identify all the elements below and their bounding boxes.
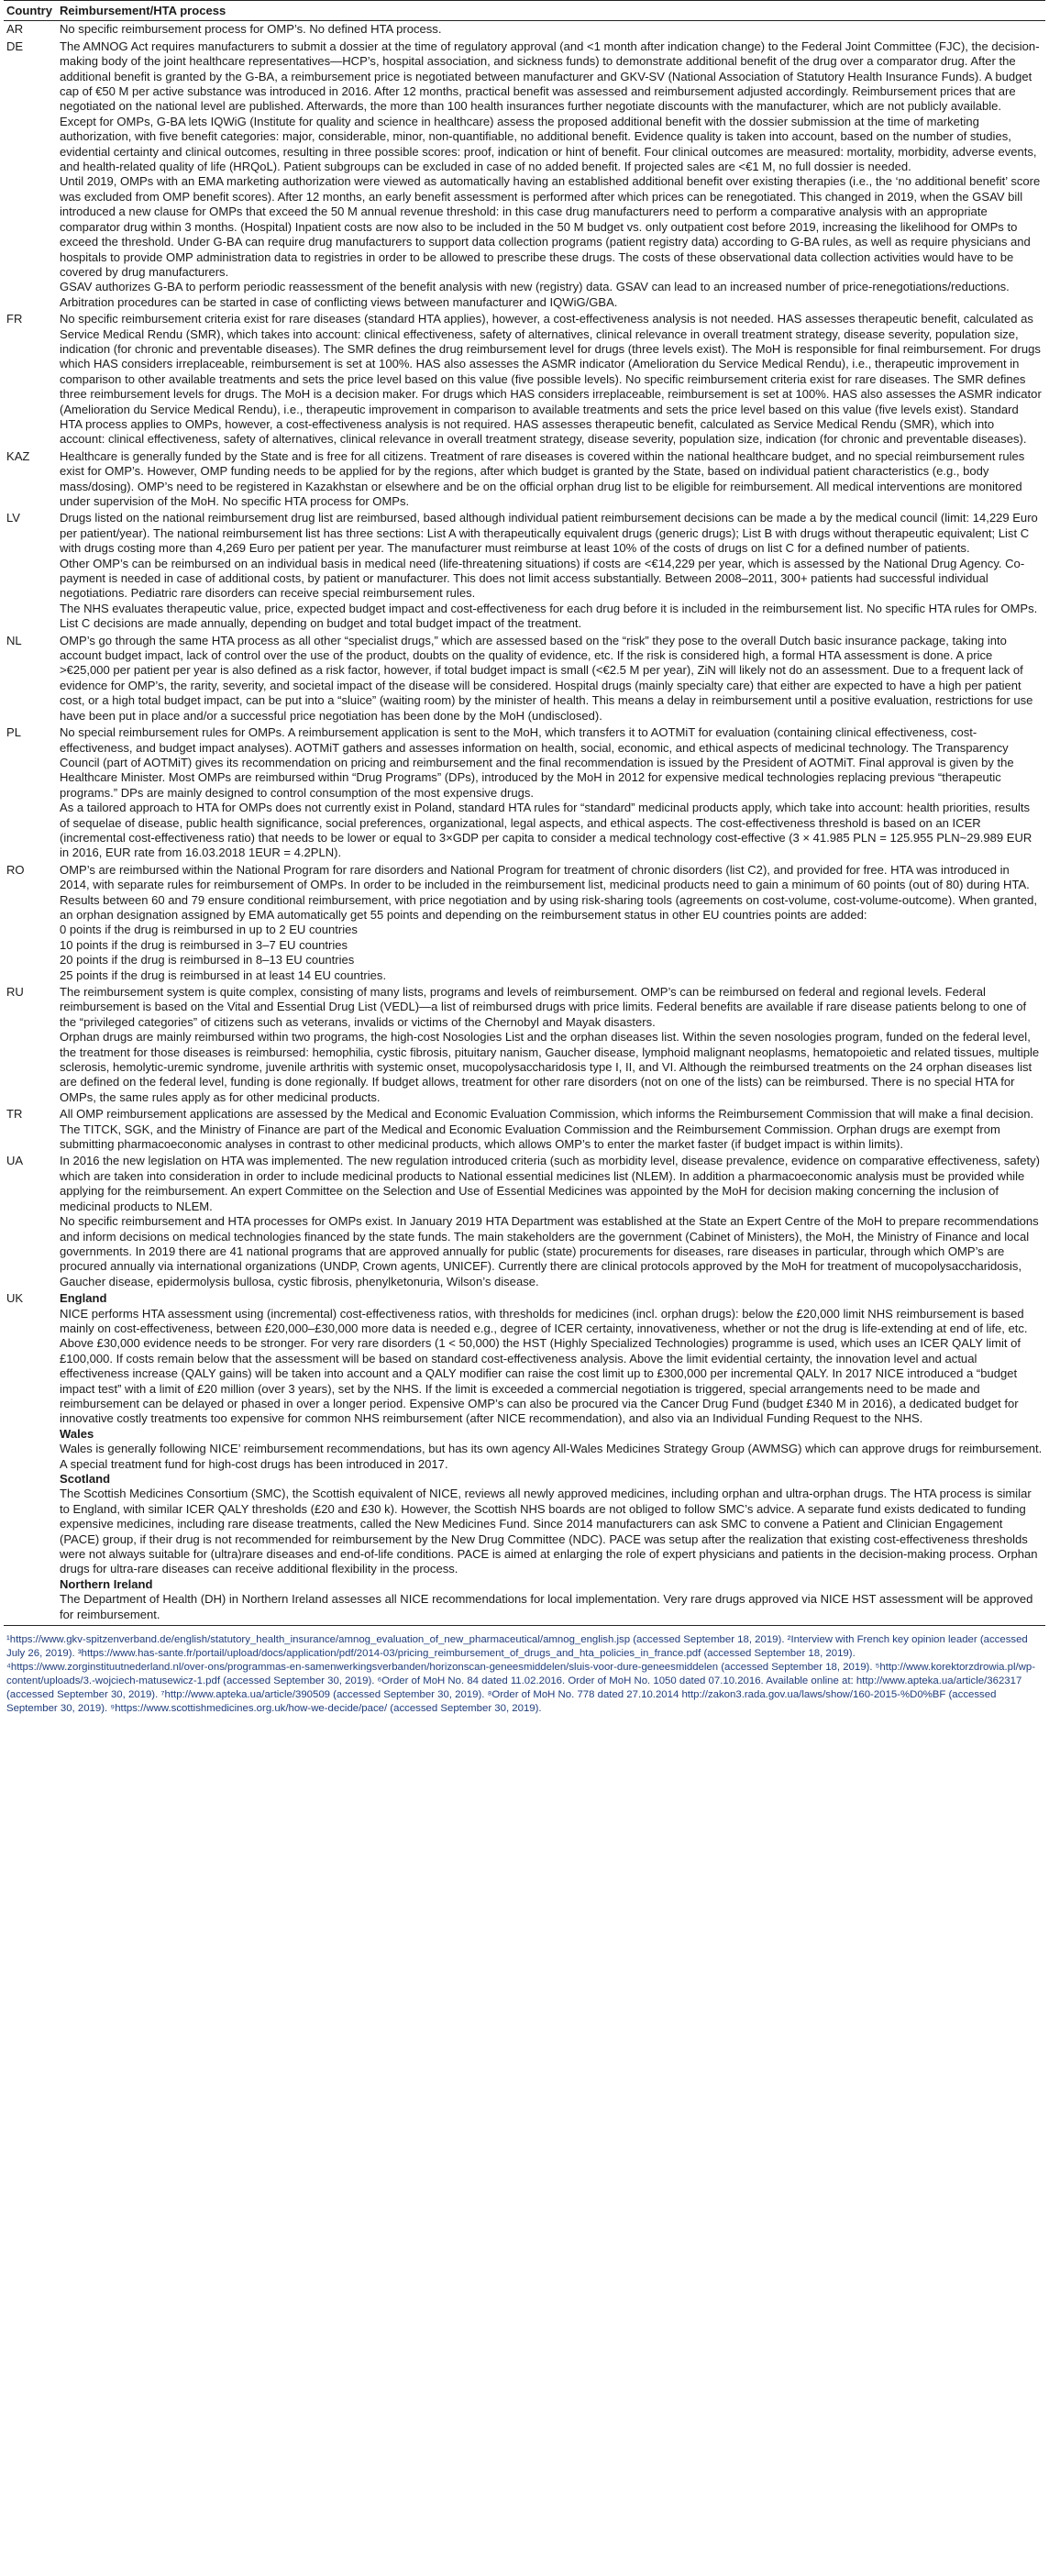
process-paragraph: The NHS evaluates therapeutic value, price, expected budget impact and cost-effectiveness for each drug before it is included in the reimbursement list. No specific HTA rules for OMPs. List C decisions are made annually, depending on budget and total budget impact of the treatment.: [60, 601, 1038, 631]
region-heading: Scotland: [60, 1472, 111, 1486]
table-header-row: [4, 1, 1045, 21]
process-paragraph: The reimbursement system is quite complex, consisting of many lists, programs and levels of reimbursement. OMP’s can be reimbursed on federal and regional levels. Federal reimbursement is based on the Vital and Essential Drug List (VEDL)—a list of reimbursed drugs with price limits. Federal benefits are available if rare disease patients belong to one of the “privileged categories” of citizens such as veterans, invalids or victims of the Chernobyl and Mayak disasters.: [60, 985, 1027, 1029]
process-paragraph: Drugs listed on the national reimbursement drug list are reimbursed, based although individual patient reimbursement decisions can be made a by the medical council (limit: 14,229 Euro per patient/year). The national reimbursement list has three sections: List A with therapeutically equivalent drugs (generic drugs); List B with drugs without therapeutic equivalent; List C with drugs costing more than 4,269 Euro per patient per year. The manufacturer must reimburse at least 10% of the costs of drugs on list C for a defined number of patients.: [60, 511, 1038, 556]
process-paragraph: Until 2019, OMPs with an EMA marketing authorization were viewed as automatically having an established additional benefit over existing therapies (i.e., the ‘no additional benefit’ score was excluded from OMP benefit scores). After 12 months, an early benefit assessment is performed after which prices can be renegotiated. This changed in 2019, when the GSAV bill introduced a new clause for OMPs that exceed the 50 M annual revenue threshold: in this case drug manufacturers need to perform a comparative analysis with an appropriate comparator drug within 3 months. (Hospital) Inpatient costs are now also to be included in the 50 M budget vs. only outpatient cost before 2019, increasing the likelihood for OMPs to exceed the threshold. Under G-BA can require drug manufacturers to support data collection programs (patient registry data) according to G-BA rules, as well as require physicians and hospitals to provide OMP administration data to registries in order to be allowed to prescribe these drugs. The costs of these observational data collection activities would have to be covered by drug manufacturers.: [60, 174, 1041, 279]
process-paragraph: GSAV authorizes G-BA to perform periodic reassessment of the benefit analysis with new (registry) data. GSAV can lead to an increased number of price-renegotiations/reductions. Arbitration procedures can be started in case of conflicting views between manufacturer and IQWiG/GBA.: [60, 280, 1010, 309]
country-cell: UA: [6, 1154, 24, 1168]
region-text: NICE performs HTA assessment using (incremental) cost-effectiveness ratios, with thresholds for medicines (incl. orphan drugs): below the £20,000 limit NHS reimbursement is based mainly on cost-effectiveness, between £20,000–£30,000 more data is needed e.g., degree of ICER certainty, innovativeness, whether or not the drug is life-extending at end of life, etc. Above £30,000 evidence needs to be stronger. For very rare disorders (1 < 50,000) the HST (Highly Specialized Technologies) programme is used, which uses an ICER QALY limit of £100,000. If costs remain below that the assessment will be based on standard cost-effectiveness analysis. Above the limit evidential certainty, the innovation level and actual effectiveness increase (QALY gains) will be taken into account and a QALY modifier can raise the cost limit up to £300,000 per incremental QALY. In 2017 NICE introduced a “budget impact test” with a limit of £20 million (over 3 years), set by the NHS. If the limit is exceeded a commercial negotiation is triggered, special arrangements need to be made and reimbursement can be delayed or phased in over a longer period. Expensive OMP’s can also be procured via the Cancer Drug Fund (budget £340 M in 2016), a dedicated budget for innovative costly treatments too expensive for common NHS reimbursement (after NICE recommendation), and also via an Individual Funding Request to the NHS.: [60, 1306, 1028, 1426]
country-cell: DE: [6, 39, 24, 53]
process-cell: [57, 21, 1045, 39]
process-cell: [57, 311, 1045, 448]
table-row: [4, 21, 1045, 39]
country-cell: TR: [6, 1107, 23, 1122]
process-paragraph: In 2016 the new legislation on HTA was implemented. The new regulation introduced criteria (such as morbidity level, disease prevalence, evidence on comparative effectiveness, safety) which are taken into consideration in order to include medicinal products to National essential medicines list (NLEM). In addition a pharmacoeconomic analysis must be provided while applying for the reimbursement. An expert Committee on the Selection and Use of Essential Medicines was appointed by the MoH for decision making concerning the inclusion of medicinal products to NLEM.: [60, 1154, 1040, 1213]
table-row: [4, 633, 1045, 724]
table-body: [4, 21, 1045, 1626]
process-paragraph: OMP’s go through the same HTA process as all other “specialist drugs,” which are assessed based on the “risk” they pose to the overall Dutch basic insurance package, taking into account budget impact, lack of control over the use of the product, doubts on the quality of evidence, etc. If the risk is considered high, a formal HTA assessment is done. A price >€25,000 per patient per year is also defined as a risk factor, however, if total budget impact is small (<€2.5 M per year), ZiN will likely not do an assessment. Due to a frequent lack of evidence for OMP’s, the rarity, severity, and societal impact of the disease will be considered. Hospital drugs (mainly specialty care) that either are expected to have a high per patient cost, or a high total budget impact, can be put into a “sluice” (waiting room) by the minister of health. This means a delay in reimbursement until a positive evaluation, restrictions for use have been put in place and/or a successful price negotiation has been done by the MoH (undisclosed).: [60, 633, 1033, 723]
country-cell: PL: [6, 725, 21, 740]
region-heading: Northern Ireland: [60, 1576, 153, 1591]
table-row: [4, 510, 1045, 632]
process-paragraph: All OMP reimbursement applications are assessed by the Medical and Economic Evaluation Commission, which informs the Reimbursement Commission that will make a final decision. The TITCK, SGK, and the Ministry of Finance are part of the Medical and Economic Evaluation Commission and the Reimbursement Commission. Orphan drugs are exempt from submitting pharmacoeconomic analyses in contrast to other medicinal products, which allows OMP’s to enter the market faster (if budget impact is within limits).: [60, 1107, 1034, 1152]
process-paragraph: Other OMP’s can be reimbursed on an individual basis in medical need (life-threatening situations) if costs are <€14,229 per year, which is assessed by the National Drug Agency. Co-payment is needed in case of additional costs, by patient or manufacturer. This does not limit access substantially. Between 2008–2011, 300+ patients had successful individual negotiations. Pediatric rare disorders can receive special reimbursement rules.: [60, 556, 1025, 601]
process-paragraph: No special reimbursement rules for OMPs. A reimbursement application is sent to the MoH, which transfers it to AOTMiT for evaluation (containing clinical effectiveness, cost-effectiveness, and budget impact analyses). AOTMiT gathers and assesses information on health, social, economic, and ethical aspects of medicinal technology. The Transparency Council (part of AOTMiT) gives its recommendation on pricing and reimbursement and the final recommendation is issued by the President of AOTMiT. Final approval is given by the Healthcare Minister. Most OMPs are reimbursed within “Drug Programs” (DPs), introduced by the MoH in 2012 for expensive medical technologies replacing previous “therapeutic programs.” DPs are mainly designed to control consumption of the most expensive drugs.: [60, 725, 1014, 800]
process-cell: [57, 984, 1045, 1106]
points-line: 25 points if the drug is reimbursed in at least 14 EU countries.: [60, 967, 387, 982]
table-row: [4, 39, 1045, 311]
country-cell: RU: [6, 985, 24, 999]
process-paragraph: No specific reimbursement criteria exist for rare diseases (standard HTA applies), however, a cost-effectiveness analysis is not needed. HAS assesses therapeutic benefit, calculated as Service Medical Rendu (SMR), which takes into account: clinical effectiveness, safety of alternatives, clinical relevance in overall treatment strategy, disease severity, population size, indication (for chronic and preventable diseases). The SMR defines the drug reimbursement level for drugs (three levels exist). The MoH is responsible for final reimbursement. For drugs which HAS considers irreplaceable, reimbursement is set at 100%. HAS also assesses the ASMR indicator (Amelioration du Service Medical Rendu), i.e., therapeutic improvement in comparison to other available treatments and sets the price level based on this value (five possible levels). No specific reimbursement criteria exist for rare diseases. The SMR defines three reimbursement levels for drugs. The MoH is a decision maker. For drugs which HAS considers irreplaceable, reimbursement is set at 100%. HAS also assesses the ASMR indicator (Amelioration du Service Medical Rendu), i.e., therapeutic improvement in comparison to available treatments and sets the price level based on this value (five levels exist). Standard HTA process applies to OMPs, however, a cost-effectiveness analysis is not required. HAS assesses therapeutic benefit, calculated as Service Medical Rendu (SMR), which into account: clinical effectiveness, safety of alternatives, clinical relevance in overall treatment strategy, disease severity, population size, indication (for chronic and preventable diseases).: [60, 312, 1042, 447]
country-cell: LV: [6, 511, 20, 525]
table-row: [4, 724, 1045, 862]
table-row: [4, 311, 1045, 448]
process-cell: [57, 39, 1045, 311]
process-cell: [57, 1106, 1045, 1153]
process-paragraph: Orphan drugs are mainly reimbursed within two programs, the high-cost Nosologies List and the orphan diseases list. Within the seven nosologies program, funded on the federal level, the treatment for those diseases is reimbursed: hemophilia, cystic fibrosis, pituitary nanism, Gaucher disease, lymphoid malignant neoplasms, hematopoietic and related tissues, multiple sclerosis, hemolytic-uremic syndrome, juvenile arthritis with systemic onset, mucopolysaccharidosis type I, II, and VI. Although the reimbursed treatments on the 24 orphan diseases list are defined on the federal level, funding is done regionally. If budget allows, treatment for other rare disorders (not on one of the lists) can be reimbursed. There is no special HTA for OMPs, the same rules apply as for other medicinal products.: [60, 1030, 1040, 1104]
points-line: 10 points if the drug is reimbursed in 3–7 EU countries: [60, 937, 348, 952]
process-cell: [57, 510, 1045, 632]
process-paragraph: No specific reimbursement process for OMP’s. No defined HTA process.: [60, 22, 442, 37]
process-paragraph: The AMNOG Act requires manufacturers to submit a dossier at the time of regulatory approval (and <1 month after indication change) to the Federal Joint Committee (FJC), the decision-making body of the joint healthcare representatives—HCP’s, hospital association, and sickness funds) to demonstrate additional benefit of the drug over a comparator drug. After the additional benefit is granted by the G-BA, a reimbursement price is negotiated between manufacturer and GKV-SV (National Association of Statutory Health Insurance Funds). A budget cap of €50 M per active substance was introduced in 2016. After 12 months, practical benefit was assessed and reimbursement adjusted accordingly. Reimbursement prices that are negotiated on the national level are published. Afterwards, the more than 100 health insurances further negotiate discounts with the manufacturer, which are not publicly available.: [60, 39, 1040, 114]
country-cell: NL: [6, 633, 22, 647]
process-paragraph: OMP’s are reimbursed within the National Program for rare disorders and National Program for treatment of chronic disorders (list C2), and provided for free. HTA was introduced in 2014, with separate rules for reimbursement of OMPs. In order to be included in the reimbursement list, medicinal products need to gain a minimum of 60 points (out of 80) during HTA. Results between 60 and 79 ensure conditional reimbursement, with price negotiation and by using risk-sharing tools (agreements on cost-volume, cost-volume-outcome). When granted, an orphan designation assigned by EMA automatically get 55 points and depending on the reimbursement status in other EU countries points are added:: [60, 862, 1038, 922]
country-cell: AR: [6, 22, 24, 37]
country-cell: KAZ: [6, 448, 30, 463]
points-line: 0 points if the drug is reimbursed in up to 2 EU countries: [60, 923, 358, 937]
region-heading: England: [60, 1291, 107, 1306]
table-row: [4, 984, 1045, 1106]
process-paragraph: As a tailored approach to HTA for OMPs does not currently exist in Poland, standard HTA rules for “standard” medicinal products apply, which take into account: health priorities, results of sequelae of disease, public health significance, social preferences, organizational, legal aspects, and ethical aspects. The cost-effectiveness threshold is based on an ICER (incremental cost-effectiveness ratio) that needs to be lower or equal to 3×GDP per capita to consider a medical technology cost-effective (3 × 41.985 PLN = 125.955 PLN~29.989 EUR in 2016, EUR rate from 16.03.2018 1EUR = 4.2PLN).: [60, 801, 1032, 860]
points-line: 20 points if the drug is reimbursed in 8–13 EU countries: [60, 953, 355, 967]
reimbursement-table: [4, 0, 1045, 1626]
region-text: The Scottish Medicines Consortium (SMC), the Scottish equivalent of NICE, reviews all newly approved medicines, including orphan and ultra-orphan drugs. The HTA process is similar to England, with similar ICER QALY thresholds (£20 and £30 k). However, the Scottish NHS boards are not obliged to follow SMC’s advice. A separate fund exists dedicated to funding expensive medicines, including rare disease treatments, called the New Medicines Fund. Since 2014 manufacturers can ask SMC to convene a Patient and Clinician Engagement (PACE) group, if their drug is not recommended for reimbursement by the New Drug Committee (NDC). PACE was setup after the realization that existing cost-effectiveness thresholds were not always suitable for (ultra)rare diseases and end-of-life conditions. PACE is aimed at enlarging the role of expert physicians and patients in the decision-making process. Orphan drugs for ultra-rare diseases can receive additional flexibility in the process.: [60, 1487, 1038, 1576]
process-cell: [57, 633, 1045, 724]
process-cell: [57, 862, 1045, 984]
region-text: The Department of Health (DH) in Northern Ireland assesses all NICE recommendations for local implementation. Very rare drugs approved via NICE HST assessment will be approved for reimbursement.: [60, 1592, 1033, 1621]
table-row: [4, 1290, 1045, 1625]
page: [4, 0, 1045, 1716]
process-cell: [57, 724, 1045, 862]
table-row: [4, 1153, 1045, 1290]
process-paragraph: Healthcare is generally funded by the State and is free for all citizens. Treatment of rare diseases is covered within the national healthcare budget, and no special reimbursement rules exist for OMP’s. However, OMP funding needs to be applied for by the regions, after which budget is granted by the State, based on individual patient characteristics (e.g., body mass/dosing). OMP’s need to be registered in Kazakhstan or elsewhere and be on the official orphan drug list to be eligible for reimbursement. All medical interventions are monitored under supervision of the MoH. No specific HTA process for OMPs.: [60, 448, 1025, 508]
process-cell: [57, 1290, 1045, 1625]
process-paragraph: Except for OMPs, G-BA lets IQWiG (Institute for quality and science in healthcare) assess the proposed additional benefit with the dossier submission at the time of marketing authorization, with five benefit categories: major, considerable, minor, non-quantifiable, no additional benefit. Evidence quality is taken into account, based on the number of studies, evidential certainty and clinical outcomes, resulting in three possible scores: proof, indication or hint of benefit. Four clinical outcomes are measured: mortality, morbidity, adverse events, and health-related quality of life (HRQoL). Patient subgroups can be excluded in case of no added benefit. If projected sales are <€1 M, no full dossier is needed.: [60, 114, 1037, 174]
header-process: Reimbursement/HTA process: [57, 1, 1045, 21]
process-paragraph: No specific reimbursement and HTA processes for OMPs exist. In January 2019 HTA Department was established at the State an Expert Centre of the MoH to prepare recommendations and inform decisions on medical technologies financed by the state funds. The main stakeholders are the government (Cabinet of Ministers), the MoH, the Ministry of Finance and local governments. In 2019 there are 41 national programs that are approved annually for public (state) procurements for diseases, rare diseases in particular, through which OMP’s are procured annually via international organizations (UNDP, Crown agents, UNICEF). Currently there are clinical protocols approved by the MoH for treatment of mucopolysaccharidosis, Gaucher disease, epidermolysis bullosa, cystic fibrosis, phenylketonuria, Wilson’s disease.: [60, 1214, 1039, 1288]
table-row: [4, 862, 1045, 984]
table-row: [4, 1106, 1045, 1153]
region-heading: Wales: [60, 1426, 94, 1441]
header-country: Country: [4, 1, 57, 21]
process-cell: [57, 1153, 1045, 1290]
table-row: [4, 448, 1045, 511]
region-text: Wales is generally following NICE’ reimbursement recommendations, but has its own agency All-Wales Medicines Strategy Group (AWMSG) which can approve drugs for reimbursement. A special treatment fund for high-cost drugs has been introduced in 2017.: [60, 1442, 1043, 1471]
country-cell: RO: [6, 862, 25, 877]
process-cell: [57, 448, 1045, 511]
country-cell: UK: [4, 1290, 57, 1625]
country-cell: FR: [6, 312, 23, 326]
footnotes: ¹https://www.gkv-spitzenverband.de/english/statutory_health_insurance/amnog_evaluation_of_new_pharmaceutical/amnog_english.jsp (accessed September 18, 2019). ²Interview with French key opinion leader (accessed July 26, 2019). ³https://www.has-sante.fr/portail/upload/docs/application/pdf/2014-03/pricing_reimbursement_of_drugs_and_hta_policies_in_france.pdf (accessed September 18, 2019). ⁴https://www.zorginstituutnederland.nl/over-ons/programmas-en-samenwerkingsverbanden/horizonscan-geneesmiddelen/sluis-voor-dure-geneesmiddelen (accessed September 18, 2019). ⁵http://www.korektorzdrowia.pl/wp-content/uploads/3.-wojciech-matusewicz-1.pdf (accessed September 30, 2019). ⁶Order of MoH No. 84 dated 11.02.2016. Order of MoH No. 1050 dated 07.10.2016. Available online at: http://www.apteka.ua/article/362317 (accessed September 30, 2019). ⁷http://www.apteka.ua/article/390509 (accessed September 30, 2019). ⁸Order of MoH No. 778 dated 27.10.2014 http://zakon3.rada.gov.ua/laws/show/160-2015-%D0%BF (accessed September 30, 2019). ⁹https://www.scottishmedicines.org.uk/how-we-decide/pace/ (accessed September 30, 2019).: [6, 1634, 1036, 1715]
